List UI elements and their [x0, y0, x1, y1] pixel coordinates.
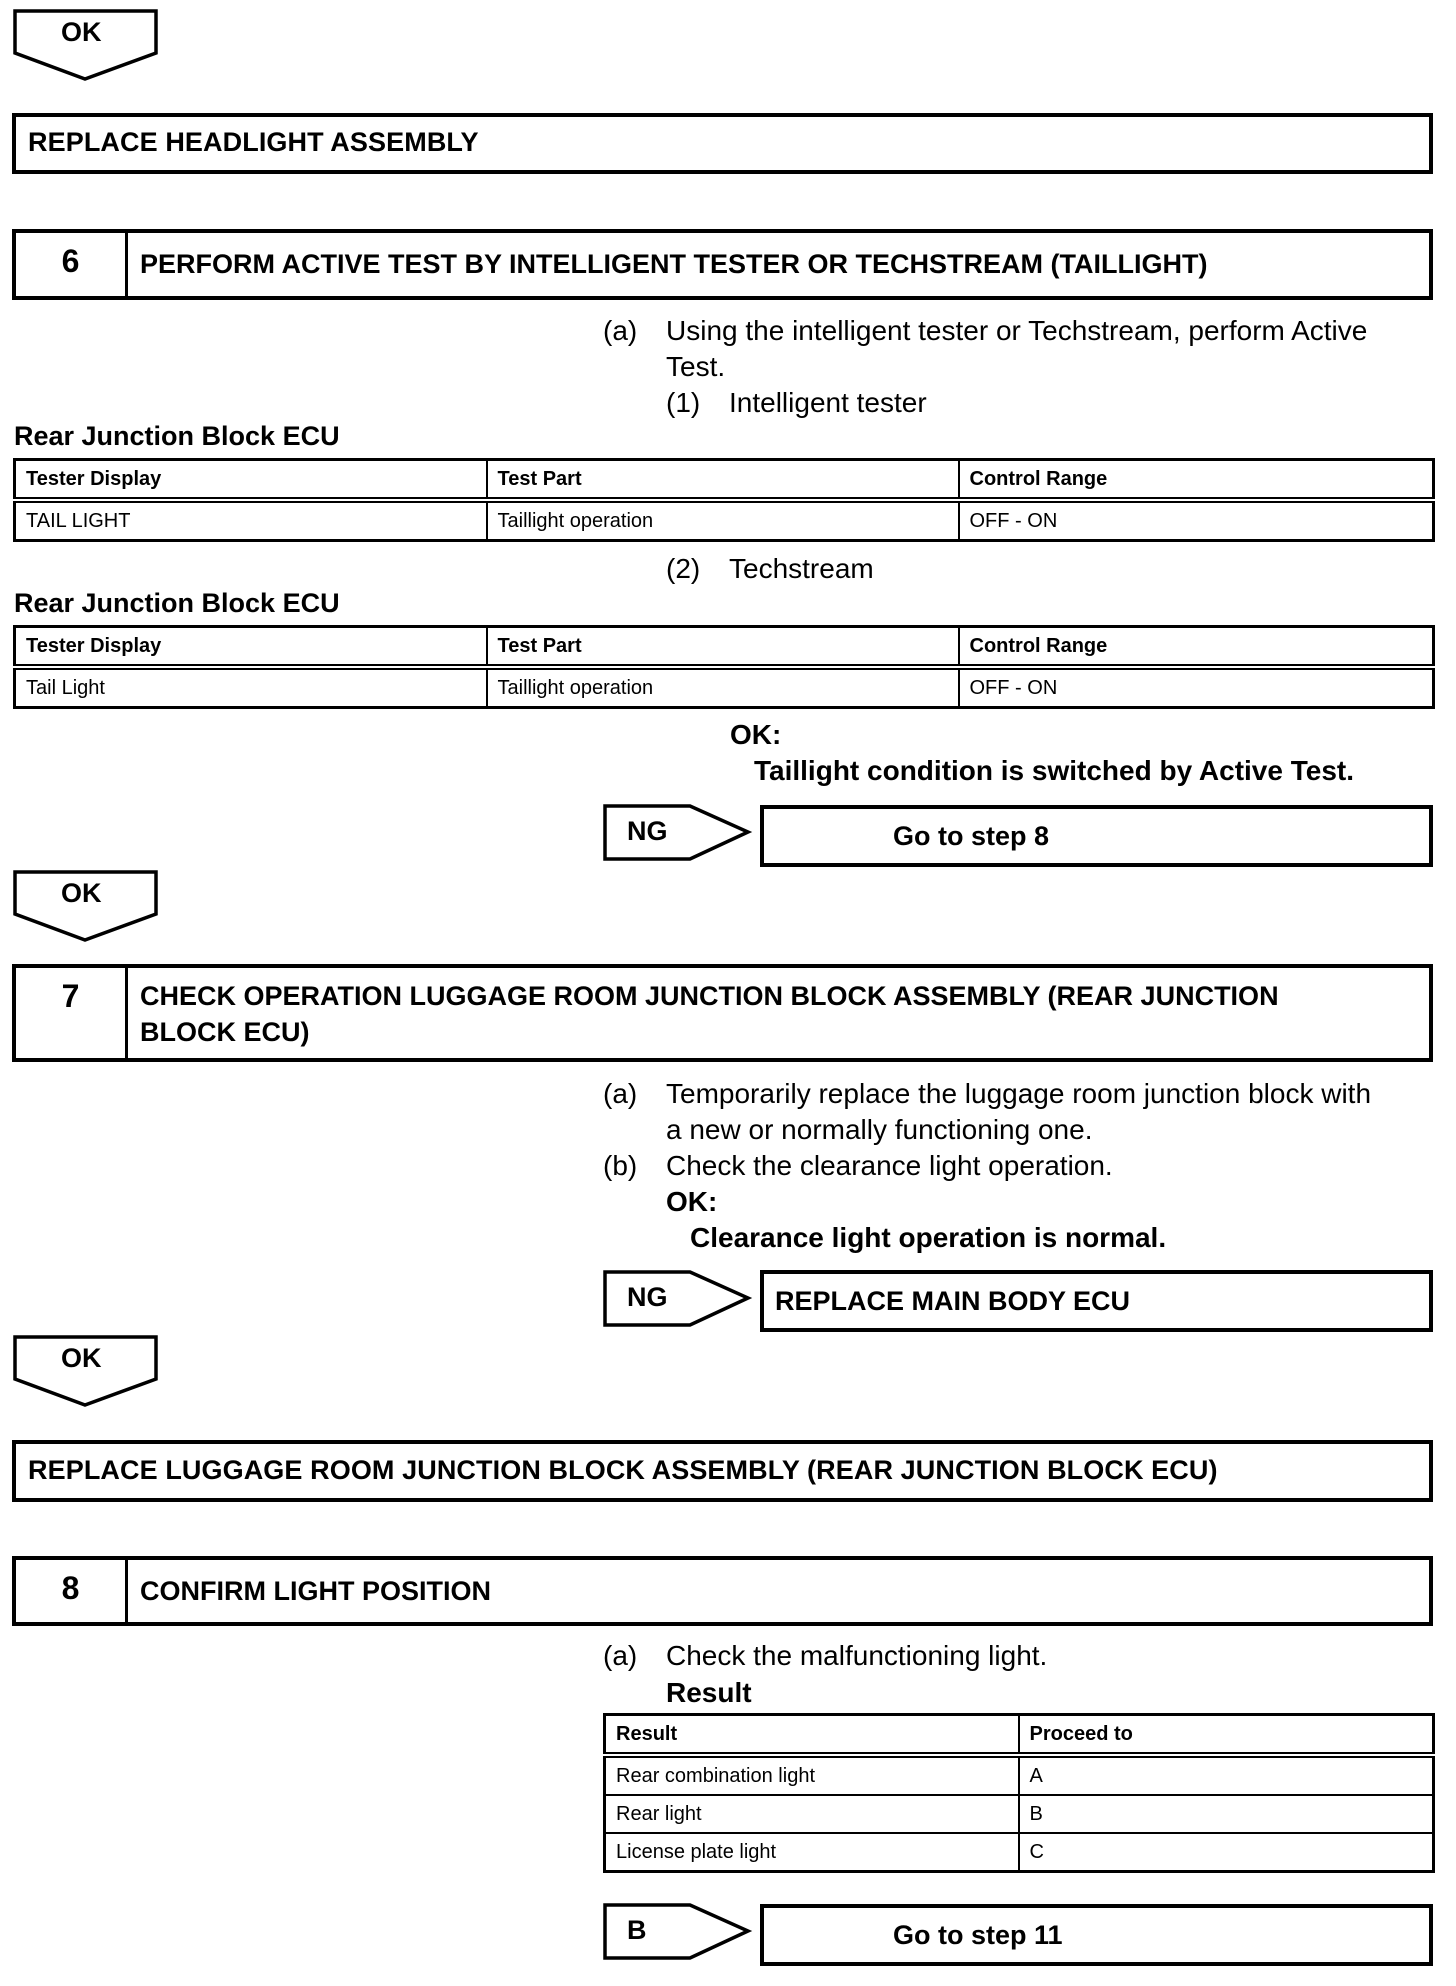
- action-text: REPLACE LUGGAGE ROOM JUNCTION BLOCK ASSEMBLY (REAR JUNCTION BLOCK ECU): [28, 1455, 1218, 1485]
- result-table: [603, 1713, 1435, 1873]
- table-row: [15, 667, 1434, 708]
- ng-label: NG: [627, 816, 668, 846]
- header-cell: Control Range: [959, 460, 1434, 501]
- go-to-step-8-box[interactable]: [760, 805, 1433, 867]
- sub-instruction-label-2: (2): [666, 553, 701, 584]
- step-title-line2: BLOCK ECU): [140, 1017, 310, 1047]
- table-cell: A: [1019, 1755, 1434, 1795]
- table-header-row: [15, 627, 1434, 668]
- right-arrow-tag-icon: [603, 1270, 753, 1328]
- ok-arrow-label: OK: [61, 1343, 102, 1373]
- sub-instruction-text-1: Intelligent tester: [729, 387, 927, 418]
- ok-criteria-label: OK:: [730, 719, 782, 750]
- step-8-header: [12, 1556, 1433, 1626]
- right-arrow-tag-icon: [603, 1903, 753, 1961]
- table-cell: Rear combination light: [605, 1755, 1019, 1795]
- table-cell: C: [1019, 1833, 1434, 1872]
- instruction-text-a-line2: a new or normally functioning one.: [666, 1114, 1093, 1145]
- header-cell: Tester Display: [15, 627, 487, 668]
- table-title: Rear Junction Block ECU: [14, 588, 340, 618]
- replace-main-body-ecu-box[interactable]: [760, 1270, 1433, 1332]
- instruction-label-a: (a): [603, 1640, 638, 1671]
- header-cell: Proceed to: [1019, 1715, 1434, 1756]
- step-number: 8: [16, 1560, 128, 1622]
- table-cell: B: [1019, 1795, 1434, 1833]
- active-test-table-intelligent-tester: [13, 458, 1435, 542]
- branch-action-text[interactable]: REPLACE MAIN BODY ECU: [775, 1286, 1131, 1316]
- go-to-step-link[interactable]: Go to step 8: [893, 821, 1050, 851]
- action-text: REPLACE HEADLIGHT ASSEMBLY: [28, 127, 479, 157]
- table-cell: License plate light: [605, 1833, 1019, 1872]
- instruction-text-a-line2: Test.: [666, 351, 726, 382]
- table-row: [605, 1833, 1434, 1872]
- ok-criteria-text: Clearance light operation is normal.: [690, 1222, 1167, 1253]
- step-number: 7: [16, 968, 128, 1058]
- table-header-row: [605, 1715, 1434, 1756]
- ok-criteria-label: OK:: [666, 1186, 718, 1217]
- go-to-step-11-box[interactable]: [760, 1904, 1433, 1966]
- sub-instruction-text-2: Techstream: [729, 553, 874, 584]
- step-7-header: [12, 964, 1433, 1062]
- ok-arrow: [13, 870, 159, 942]
- ok-arrow: [13, 9, 159, 81]
- result-heading: Result: [666, 1677, 752, 1708]
- ok-arrow: [13, 1335, 159, 1407]
- table-row: [15, 500, 1434, 541]
- replace-headlight-box: [12, 113, 1433, 174]
- ok-arrow-label: OK: [61, 17, 102, 47]
- ng-label: NG: [627, 1282, 668, 1312]
- step-title: PERFORM ACTIVE TEST BY INTELLIGENT TESTER OR TECHSTREAM (TAILLIGHT): [140, 249, 1208, 279]
- instruction-text-a-line1: Using the intelligent tester or Techstream, perform Active: [666, 315, 1368, 346]
- b-branch-tag: [603, 1903, 753, 1961]
- ok-criteria-text: Taillight condition is switched by Active Test.: [754, 755, 1355, 786]
- header-cell: Result: [605, 1715, 1019, 1756]
- header-cell: Control Range: [959, 627, 1434, 668]
- table-header-row: [15, 460, 1434, 501]
- table-cell: Tail Light: [15, 667, 487, 708]
- b-label: B: [627, 1915, 647, 1945]
- table-cell: OFF - ON: [959, 500, 1434, 541]
- step-6-header: [12, 229, 1433, 300]
- ok-arrow-label: OK: [61, 878, 102, 908]
- step-number: 6: [16, 233, 128, 296]
- instruction-text-a: Check the malfunctioning light.: [666, 1640, 1048, 1671]
- table-cell: Rear light: [605, 1795, 1019, 1833]
- table-title: Rear Junction Block ECU: [14, 421, 340, 451]
- active-test-table-techstream: [13, 625, 1435, 709]
- table-cell: OFF - ON: [959, 667, 1434, 708]
- table-cell: TAIL LIGHT: [15, 500, 487, 541]
- instruction-text-b: Check the clearance light operation.: [666, 1150, 1113, 1181]
- right-arrow-tag-icon: [603, 804, 753, 862]
- instruction-label-a: (a): [603, 1078, 638, 1109]
- instruction-text-a-line1: Temporarily replace the luggage room junction block with: [666, 1078, 1372, 1109]
- header-cell: Tester Display: [15, 460, 487, 501]
- step-title-line1: CHECK OPERATION LUGGAGE ROOM JUNCTION BLOCK ASSEMBLY (REAR JUNCTION: [140, 981, 1279, 1011]
- header-cell: Test Part: [487, 460, 959, 501]
- table-cell: Taillight operation: [487, 500, 959, 541]
- table-cell: Taillight operation: [487, 667, 959, 708]
- ng-branch-tag: [603, 804, 753, 862]
- replace-luggage-room-junction-block-box: [12, 1440, 1433, 1502]
- instruction-label-b: (b): [603, 1150, 638, 1181]
- table-row: [605, 1755, 1434, 1795]
- table-row: [605, 1795, 1434, 1833]
- sub-instruction-label-1: (1): [666, 387, 701, 418]
- go-to-step-link[interactable]: Go to step 11: [893, 1920, 1063, 1950]
- step-title: CONFIRM LIGHT POSITION: [140, 1576, 491, 1606]
- ng-branch-tag: [603, 1270, 753, 1328]
- instruction-label-a: (a): [603, 315, 638, 346]
- header-cell: Test Part: [487, 627, 959, 668]
